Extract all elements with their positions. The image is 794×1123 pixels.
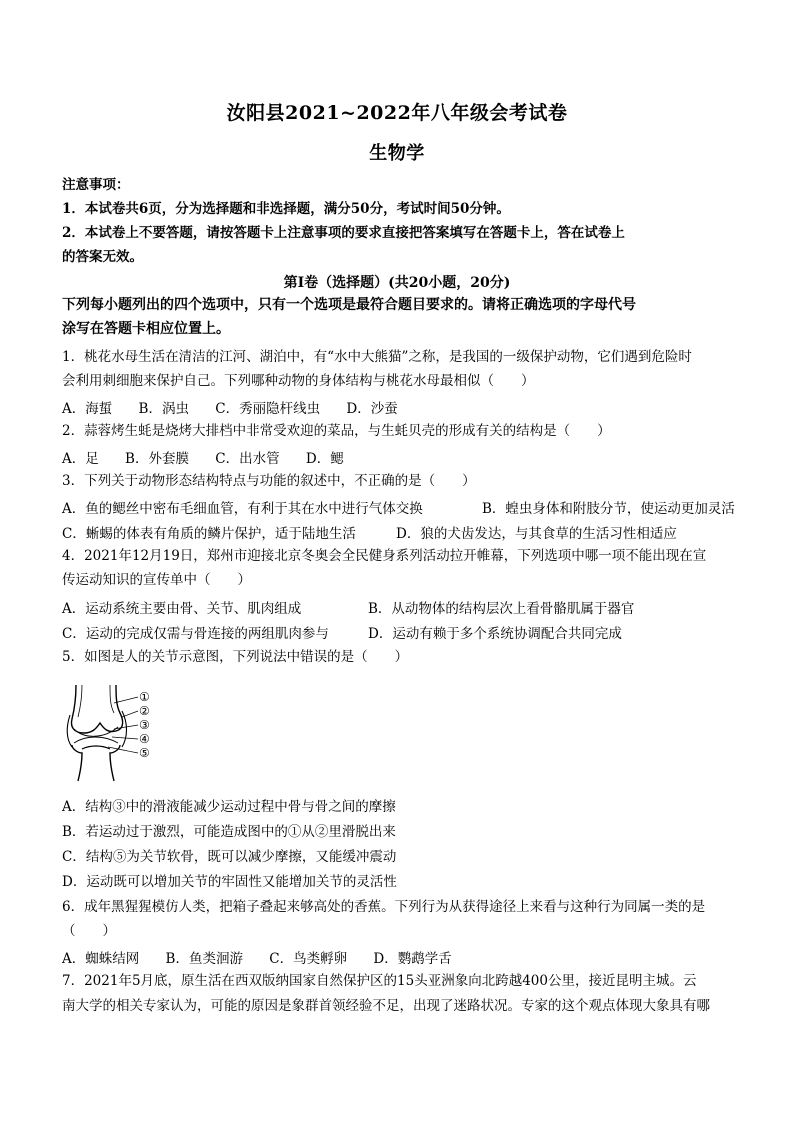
knee-joint-diagram (64, 683, 164, 783)
option: C．蜥蜴的体表有角质的鳞片保护，适于陆地生活 (62, 526, 356, 542)
question-5-stem: 5．如图是人的关节示意图，下列说法中错误的是（ ） (62, 649, 409, 665)
question-7-stem: 7．2021年5月底，原生活在西双版纳国家自然保护区的15头亚洲象向北跨越400公里，接近昆明主城。云 (62, 973, 697, 989)
option: B．涡虫 (138, 401, 189, 417)
notice-item: 2．本试卷上不要答题，请按答题卡上注意事项的要求直接把答案填写在答题卡上，答在试卷上 (62, 225, 625, 241)
knee-joint-illustration (64, 683, 164, 783)
exam-title: 汝阳县2021~2022年八年级会考试卷 (226, 102, 568, 124)
option: B．若运动过于激烈，可能造成图中的①从②里滑脱出来 (62, 824, 396, 840)
question-6-options (62, 947, 474, 967)
figure-label: ④ (139, 732, 150, 746)
option: C．秀丽隐杆线虫 (215, 401, 321, 417)
option: C．运动的完成仅需与骨连接的两组肌肉参与 (62, 626, 329, 642)
section-title: 第Ⅰ卷（选择题）(共20小题，20分) (283, 275, 511, 291)
question-1-options (62, 397, 420, 417)
subject-title: 生物学 (369, 143, 425, 164)
question-6-stem: （ ） (62, 923, 116, 939)
option: C．出水管 (215, 451, 280, 467)
question-4-stem: 传运动知识的宣传单中（ ） (62, 572, 251, 588)
option: A．结构③中的滑液能减少运动过程中骨与骨之间的摩擦 (62, 799, 396, 815)
option: D．鳃 (305, 451, 344, 467)
option: A．蜘蛛结网 (62, 951, 140, 967)
question-1-stem: 1．桃花水母生活在清洁的江河、湖泊中，有“水中大熊猫”之称，是我国的一级保护动物，它们遇到危险时 (62, 349, 692, 365)
figure-label: ② (139, 704, 150, 718)
figure-label: ① (139, 690, 150, 704)
option: A．运动系统主要由骨、关节、肌肉组成 (62, 601, 302, 617)
option: B．外套膜 (125, 451, 189, 467)
question-7-stem: 南大学的相关专家认为，可能的原因是象群首领经验不足，出现了迷路状况。专家的这个观点体现大象具有哪 (62, 998, 710, 1014)
notice-label: 注意事项： (62, 177, 130, 193)
question-2-stem: 2．蒜蓉烤生蚝是烧烤大排档中非常受欢迎的菜品，与生蚝贝壳的形成有关的结构是（ ） (62, 423, 611, 439)
section-instruction: 涂写在答题卡相应位置上。 (62, 321, 230, 337)
figure-label: ③ (139, 718, 150, 732)
question-4-stem: 4．2021年12月19日，郑州市迎接北京冬奥会全民健身系列活动拉开帷幕，下列选项中哪一项不能出现在宣 (62, 548, 707, 564)
question-2-options (62, 447, 366, 467)
notice-item: 1．本试卷共6页，分为选择题和非选择题，满分50分，考试时间50分钟。 (62, 201, 510, 217)
option: B．鱼类洄游 (165, 951, 243, 967)
question-1-stem: 会利用刺细胞来保护自己。下列哪种动物的身体结构与桃花水母最相似（ ） (62, 373, 535, 389)
option: B．从动物体的结构层次上看骨骼肌属于器官 (368, 601, 635, 617)
question-3-stem: 3．下列关于动物形态结构特点与功能的叙述中，不正确的是（ ） (62, 473, 476, 489)
option: C．鸟类孵卵 (269, 951, 348, 967)
option: D．运动有赖于多个系统协调配合共同完成 (368, 626, 622, 642)
option: D．运动既可以增加关节的牢固性又能增加关节的灵活性 (62, 874, 397, 890)
notice-item: 的答案无效。 (62, 249, 143, 265)
option: A．海蜇 (62, 401, 113, 417)
option: C．结构⑤为关节软骨，既可以减少摩擦，又能缓冲震动 (62, 849, 397, 865)
section-instruction: 下列每小题列出的四个选项中，只有一个选项是最符合题目要求的。请将正确选项的字母代号 (62, 297, 636, 313)
figure-label: ⑤ (139, 746, 150, 760)
option: D．狼的犬齿发达，与其食草的生活习性相适应 (396, 526, 677, 542)
option: D．鹦鹉学舌 (373, 951, 452, 967)
question-6-stem: 6．成年黑猩猩模仿人类，把箱子叠起来够高处的香蕉。下列行为从获得途径上来看与这种行为同属一类的是 (62, 899, 706, 915)
option: B．蝗虫身体和附肢分节，使运动更加灵活 (482, 501, 735, 517)
option: A．足 (62, 451, 99, 467)
option: A．鱼的鳃丝中密布毛细血管，有利于其在水中进行气体交换 (62, 501, 423, 517)
option: D．沙蚕 (346, 401, 398, 417)
